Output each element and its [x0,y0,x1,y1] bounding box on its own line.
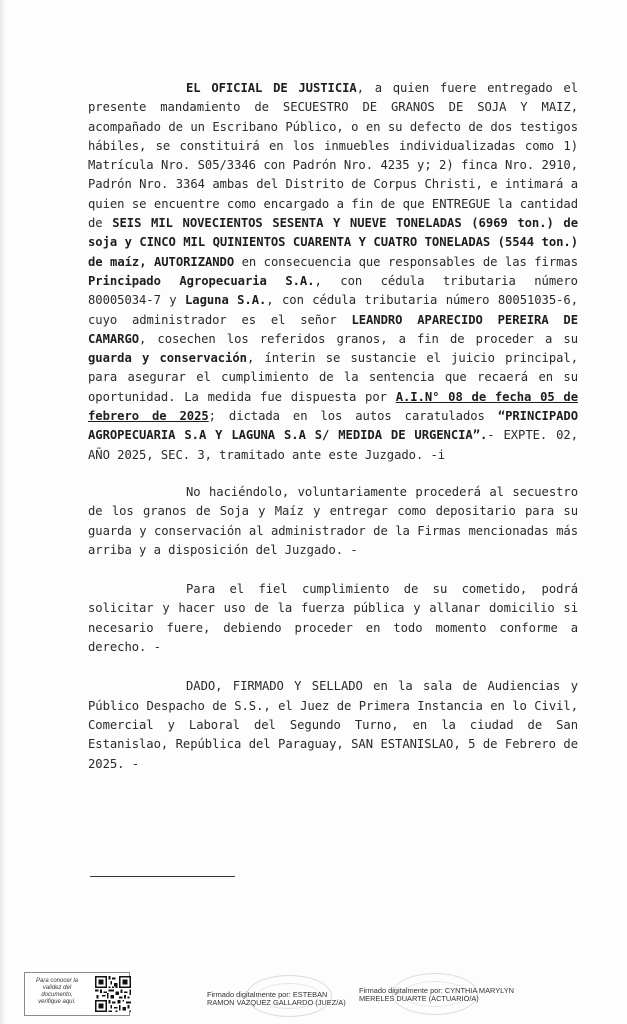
paragraph-failure [88,483,578,560]
verification-line: documento, [41,992,73,998]
digital-signature-actuary [359,987,524,1004]
text-segment: No haciéndolo, voluntariamente procederá al secuestro de los granos de Soja y Maíz y entregar como depositario para su guarda y conservación al administrador de la Firmas mencionadas más arriba y a disposición del Juzgado. - [88,484,578,557]
text-segment: DADO, FIRMADO Y SELLADO en la sala de Audiencias y Público Despacho de S.S., el Juez de Primera Instancia en lo Civil, Comercial y Laboral del Segundo Turno, en la ciudad de San Estanislao, República del Paraguay, SAN ESTANISLAO, 5 de Febrero de 2025. - [88,679,578,771]
text-segment: , a quien fuere entregado el presente mandamiento de SECUESTRO DE GRANOS DE SOJA Y MAIZ, acompañado de un Escribano Público, o en su defecto de dos testigos hábiles, se constituirá en los inmuebles individualizadas como 1) Matrícula Nro. S05/3346 con Padrón Nro. 4235 y; 2) finca Nro. 2910, Padrón Nro. 3364 ambas del Distrito de Corpus Christi, e intimará a quien se encuentre como encargado a fin de que ENTREGUE la cantidad de [88,81,578,231]
digital-signature-judge [207,991,357,1008]
paragraph-order [88,79,578,465]
text-segment: , ínterin se sustancie el juicio principal, para asegurar el cumplimiento de la sentencia que recaerá en su oportunidad. La medida fue dispuesta por [88,351,578,404]
text-segment: , con cédula tributaria número 80051035-6, cuyo administrador es el señor [88,293,578,327]
text-segment: , con cédula tributaria número 80005034-7 y [88,273,578,308]
verification-line: verifique aquí. [38,999,76,1005]
mandamiento-body [88,79,578,774]
signature-line-text: Firmado digitalmente por: ESTEBAN [207,990,328,999]
signature-line-text: RAMON VAZQUEZ GALLARDO (JUEZ/A) [207,998,346,1008]
text-segment: ; dictada en los autos caratulados [208,409,498,424]
qr-code-icon[interactable] [95,976,131,1012]
signature-line-text: MERELES DUARTE (ACTUARIO/A) [359,994,479,1004]
addressee-heading: EL OFICIAL DE JUSTICIA [186,81,357,95]
page-edge-shadow [0,0,6,1024]
administrator-name: LEANDRO APARECIDO PEREIRA DE CAMARGO [88,312,578,346]
paragraph-closing [88,677,578,773]
text-segment: , cosechen los referidos granos, a fin de proceder a su [139,331,578,346]
verification-box[interactable] [24,972,130,1016]
paragraph-enforcement [88,580,578,657]
signature-line-text: Firmado digitalmente por: CYNTHIA MARYLYN [359,986,514,995]
text-segment: - EXPTE. 02, AÑO 2025, SEC. 3, tramitado ante este Juzgado. -i [88,428,578,462]
custody-clause: guarda y conservación [88,351,247,366]
company-name-laguna: Laguna S.A. [185,293,267,308]
case-caption: “PRINCIPADO AGROPECUARIA S.A Y LAGUNA S.A S/ MEDIDA DE URGENCIA”. [88,409,578,443]
quantity-clause: SEIS MIL NOVECIENTOS SESENTA Y NUEVE TONELADAS (6969 ton.) de soja y CINCO MIL QUINIENTOS CUARENTA Y CUATRO TONELADAS (5544 ton.) de maíz, AUTORIZANDO [88,216,578,269]
verification-text [28,978,86,1006]
verification-line: validez del [42,985,72,991]
verification-line: Para conocer la [35,978,79,984]
company-name-principado: Principado Agropecuaria S.A. [88,273,315,288]
text-segment: Para el fiel cumplimiento de su cometido, podrá solicitar y hacer uso de la fuerza pública y allanar domicilio si necesario fuere, debiendo proceder en todo momento conforme a derecho. - [88,582,578,655]
interlocutory-ref: A.I.N° 08 de fecha 05 de febrero de 2025 [88,389,578,424]
text-segment: en consecuencia que responsables de las firmas [234,254,578,269]
signature-line [90,876,235,877]
